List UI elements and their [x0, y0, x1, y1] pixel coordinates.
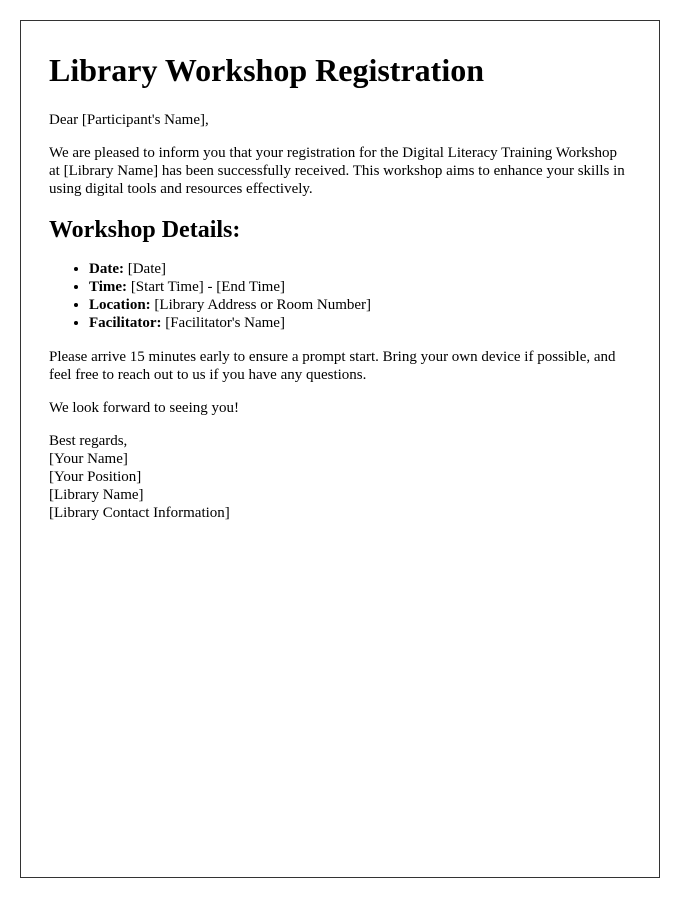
detail-label: Time:: [89, 279, 128, 295]
page-title: Library Workshop Registration: [49, 52, 484, 88]
signature-library: [Library Name]: [49, 487, 144, 503]
detail-location: [89, 296, 631, 314]
detail-facilitator: [89, 314, 631, 332]
instructions-paragraph: Please arrive 15 minutes early to ensure a prompt start. Bring your own device if possible, and feel free to reach out to us if you have any questions.: [49, 349, 616, 383]
detail-label: Location:: [89, 297, 151, 313]
detail-value: [Start Time] - [End Time]: [127, 279, 285, 295]
signature-contact: [Library Contact Information]: [49, 505, 230, 521]
signature-position: [Your Position]: [49, 469, 142, 485]
closing-note: We look forward to seeing you!: [49, 400, 239, 416]
detail-label: Date:: [89, 261, 124, 277]
details-list: [49, 260, 631, 332]
letter-page: [20, 20, 660, 878]
signoff: Best regards,: [49, 433, 128, 449]
signature-name: [Your Name]: [49, 451, 128, 467]
detail-time: [89, 278, 631, 296]
detail-value: [Date]: [123, 261, 167, 277]
detail-label: Facilitator:: [89, 315, 162, 331]
detail-value: [Facilitator's Name]: [161, 315, 285, 331]
detail-date: [89, 260, 631, 278]
greeting: Dear [Participant's Name],: [49, 112, 209, 128]
signature-block: [49, 432, 631, 522]
intro-paragraph: We are pleased to inform you that your registration for the Digital Literacy Training Workshop at [Library Name] has been successfully received. This workshop aims to enhance your skills in using digital tools and resources effectively.: [49, 145, 625, 197]
detail-value: [Library Address or Room Number]: [150, 297, 372, 313]
details-heading: Workshop Details:: [49, 217, 241, 243]
